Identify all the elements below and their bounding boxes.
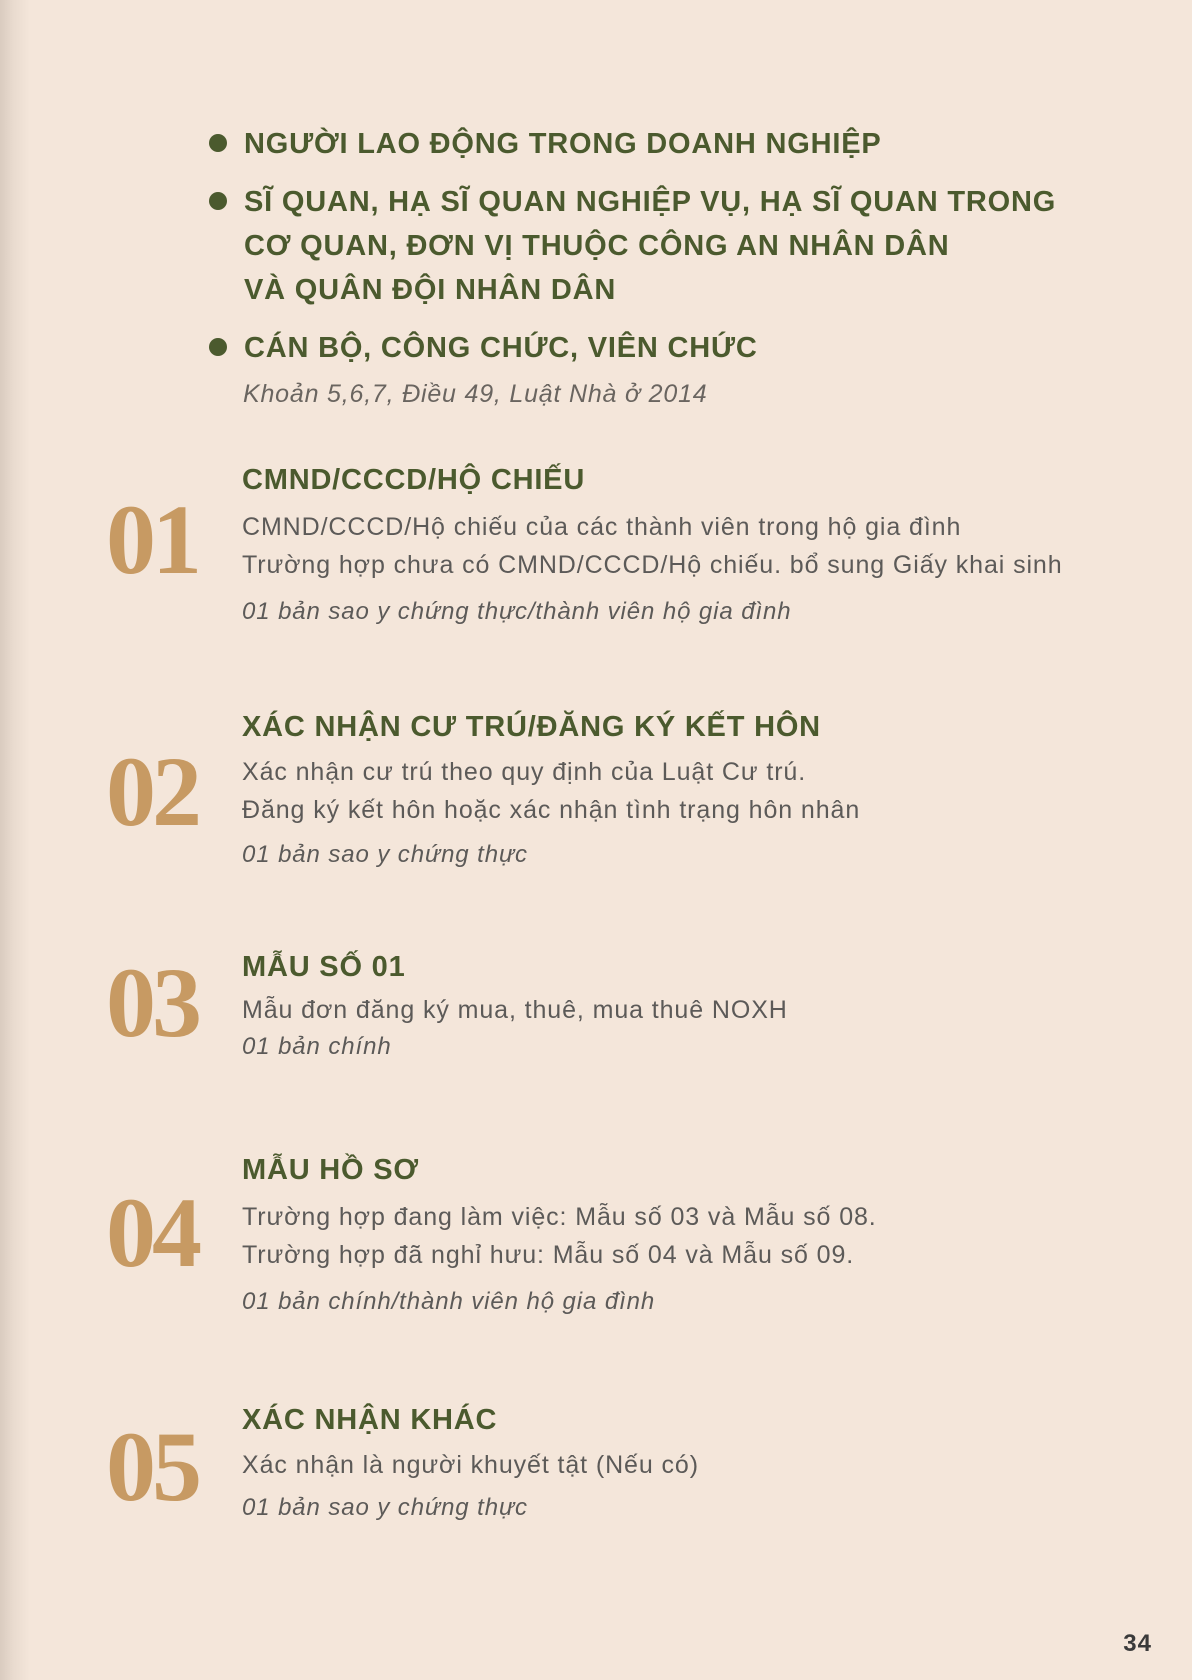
section-line: Xác nhận cư trú theo quy định của Luật Cư trú. [242, 758, 807, 786]
section-line: Mẫu đơn đăng ký mua, thuê, mua thuê NOXH [242, 996, 788, 1024]
section-line: Xác nhận là người khuyết tật (Nếu có) [242, 1451, 699, 1479]
bullet-icon [209, 338, 227, 356]
section-note: 01 bản sao y chứng thực [242, 1494, 528, 1521]
section-number: 03 [106, 947, 198, 1058]
section-line: Trường hợp đã nghỉ hưu: Mẫu số 04 và Mẫu số 09. [242, 1241, 855, 1269]
section-number: 02 [106, 736, 198, 847]
section-line: Trường hợp đang làm việc: Mẫu số 03 và Mẫu số 08. [242, 1203, 877, 1231]
list-item-text: NGƯỜI LAO ĐỘNG TRONG DOANH NGHIỆP [244, 128, 882, 160]
law-reference: Khoản 5,6,7, Điều 49, Luật Nhà ở 2014 [243, 380, 708, 408]
section-line: Trường hợp chưa có CMND/CCCD/Hộ chiếu. bổ sung Giấy khai sinh [242, 551, 1063, 579]
page-edge-shadow [0, 0, 30, 1680]
section-title: MẪU SỐ 01 [242, 951, 406, 983]
section-title: XÁC NHẬN KHÁC [242, 1404, 498, 1436]
section-number: 01 [106, 484, 198, 595]
section-note: 01 bản chính [242, 1033, 392, 1060]
bullet-icon [209, 134, 227, 152]
section-note: 01 bản sao y chứng thực/thành viên hộ gia đình [242, 598, 792, 625]
section-title: CMND/CCCD/HỘ CHIẾU [242, 464, 586, 496]
list-item [206, 122, 1106, 166]
section-title: XÁC NHẬN CƯ TRÚ/ĐĂNG KÝ KẾT HÔN [242, 711, 821, 743]
section-number: 04 [106, 1177, 198, 1288]
section-line: CMND/CCCD/Hộ chiếu của các thành viên trong hộ gia đình [242, 513, 962, 541]
section-number: 05 [106, 1411, 198, 1522]
list-item [206, 326, 1106, 370]
eligibility-list [206, 122, 1106, 384]
bullet-icon [209, 192, 227, 210]
list-item-text: SĨ QUAN, HẠ SĨ QUAN NGHIỆP VỤ, HẠ SĨ QUAN TRONG CƠ QUAN, ĐƠN VỊ THUỘC CÔNG AN NHÂN DÂN VÀ QUÂN ĐỘI NHÂN DÂN [244, 186, 1057, 306]
page-number: 34 [1123, 1630, 1152, 1657]
section-note: 01 bản sao y chứng thực [242, 841, 528, 868]
section-title: MẪU HỒ SƠ [242, 1154, 419, 1186]
section-line: Đăng ký kết hôn hoặc xác nhận tình trạng hôn nhân [242, 796, 861, 824]
list-item-text: CÁN BỘ, CÔNG CHỨC, VIÊN CHỨC [244, 332, 758, 364]
list-item [206, 180, 1106, 312]
section-note: 01 bản chính/thành viên hộ gia đình [242, 1288, 656, 1315]
